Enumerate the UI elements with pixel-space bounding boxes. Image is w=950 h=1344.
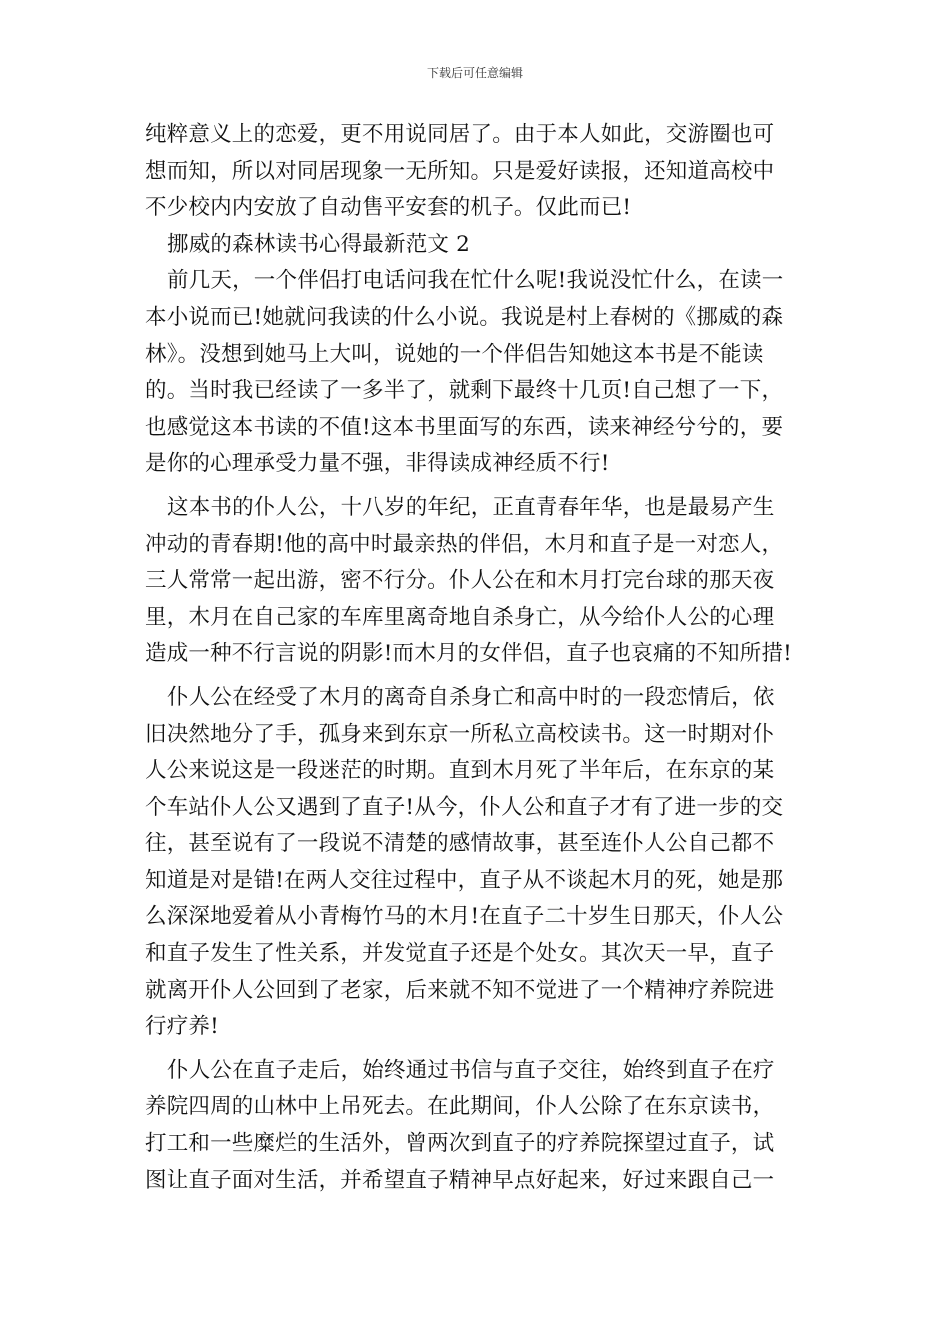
text-line: 纯粹意义上的恋爱，更不用说同居了。由于本人如此，交游圈也可 [145,122,775,147]
text-line: 林》。没想到她马上大叫，说她的一个伴侣告知她这本书是不能读 [145,341,764,367]
text-line: 和直子发生了性关系，并发觉直子还是个处女。其次天一早，直子 [145,941,775,967]
text-line: 行疗养! [145,1014,219,1040]
paragraph [145,1053,810,1199]
text-line: 往，甚至说有了一段说不清楚的感情故事，甚至连仆人公自己都不 [145,831,775,857]
document-body [145,117,810,1199]
text-line: 里，木月在自己家的车库里离奇地自杀身亡，从今给仆人公的心理 [145,604,775,630]
text-line: 不少校内内安放了自动售平安套的机子。仅此而已! [145,195,632,221]
paragraph [145,263,810,483]
text-line: 这本书的仆人公，十八岁的年纪，正直青春年华，也是最易产生 [167,494,775,520]
text-line: 个车站仆人公又遇到了直子!从今，仆人公和直子才有了进一步的交 [145,794,784,820]
text-line: 旧决然地分了手，孤身来到东京一所私立高校读书。这一时期对仆 [145,721,775,747]
paragraph [145,490,810,673]
text-line: 挪威的森林读书心得最新范文 2 [167,231,471,257]
text-line: 本小说而已!她就问我读的什么小说。我说是村上春树的《挪威的森 [145,304,784,330]
page-header: 下载后可任意编辑 [426,66,523,80]
text-line: 知道是对是错!在两人交往过程中，直子从不谈起木月的死，她是那 [145,867,784,893]
text-line: 三人常常一起出游，密不行分。仆人公在和木月打完台球的那天夜 [145,568,775,594]
text-line: 就离开仆人公回到了老家，后来就不知不觉进了一个精神疗养院进 [145,977,775,1003]
text-line: 养院四周的山林中上吊死去。在此期间，仆人公除了在东京读书， [145,1094,775,1120]
text-line: 人公来说这是一段迷茫的时期。直到木月死了半年后，在东京的某 [145,758,775,784]
text-line: 图让直子面对生活，并希望直子精神早点好起来，好过来跟自己一 [145,1167,775,1193]
paragraph [145,680,810,1046]
text-line: 么深深地爱着从小青梅竹马的木月!在直子二十岁生日那天，仆人公 [145,904,784,930]
text-line: 仆人公在直子走后，始终通过书信与直子交往，始终到直子在疗 [167,1057,775,1083]
text-line: 仆人公在经受了木月的离奇自杀身亡和高中时的一段恋情后，依 [167,684,775,710]
text-line: 前几天，一个伴侣打电话问我在忙什么呢!我说没忙什么，在读一 [167,268,784,294]
text-line: 造成一种不行言说的阴影!而木月的女伴侣，直子也哀痛的不知所措! [145,641,792,667]
text-line: 打工和一些糜烂的生活外，曾两次到直子的疗养院探望过直子，试 [145,1131,775,1157]
text-line: 冲动的青春期!他的高中时最亲热的伴侣，木月和直子是一对恋人， [145,531,784,557]
paragraph [145,117,810,227]
text-line: 也感觉这本书读的不值!这本书里面写的东西，读来神经兮兮的，要 [145,414,784,440]
text-line: 想而知，所以对同居现象一无所知。只是爱好读报，还知道高校中 [145,158,775,184]
text-line: 是你的心理承受力量不强，非得读成神经质不行! [145,451,610,477]
section-heading [145,227,810,264]
text-line: 的。当时我已经读了一多半了，就剩下最终十几页!自己想了一下， [145,378,784,404]
